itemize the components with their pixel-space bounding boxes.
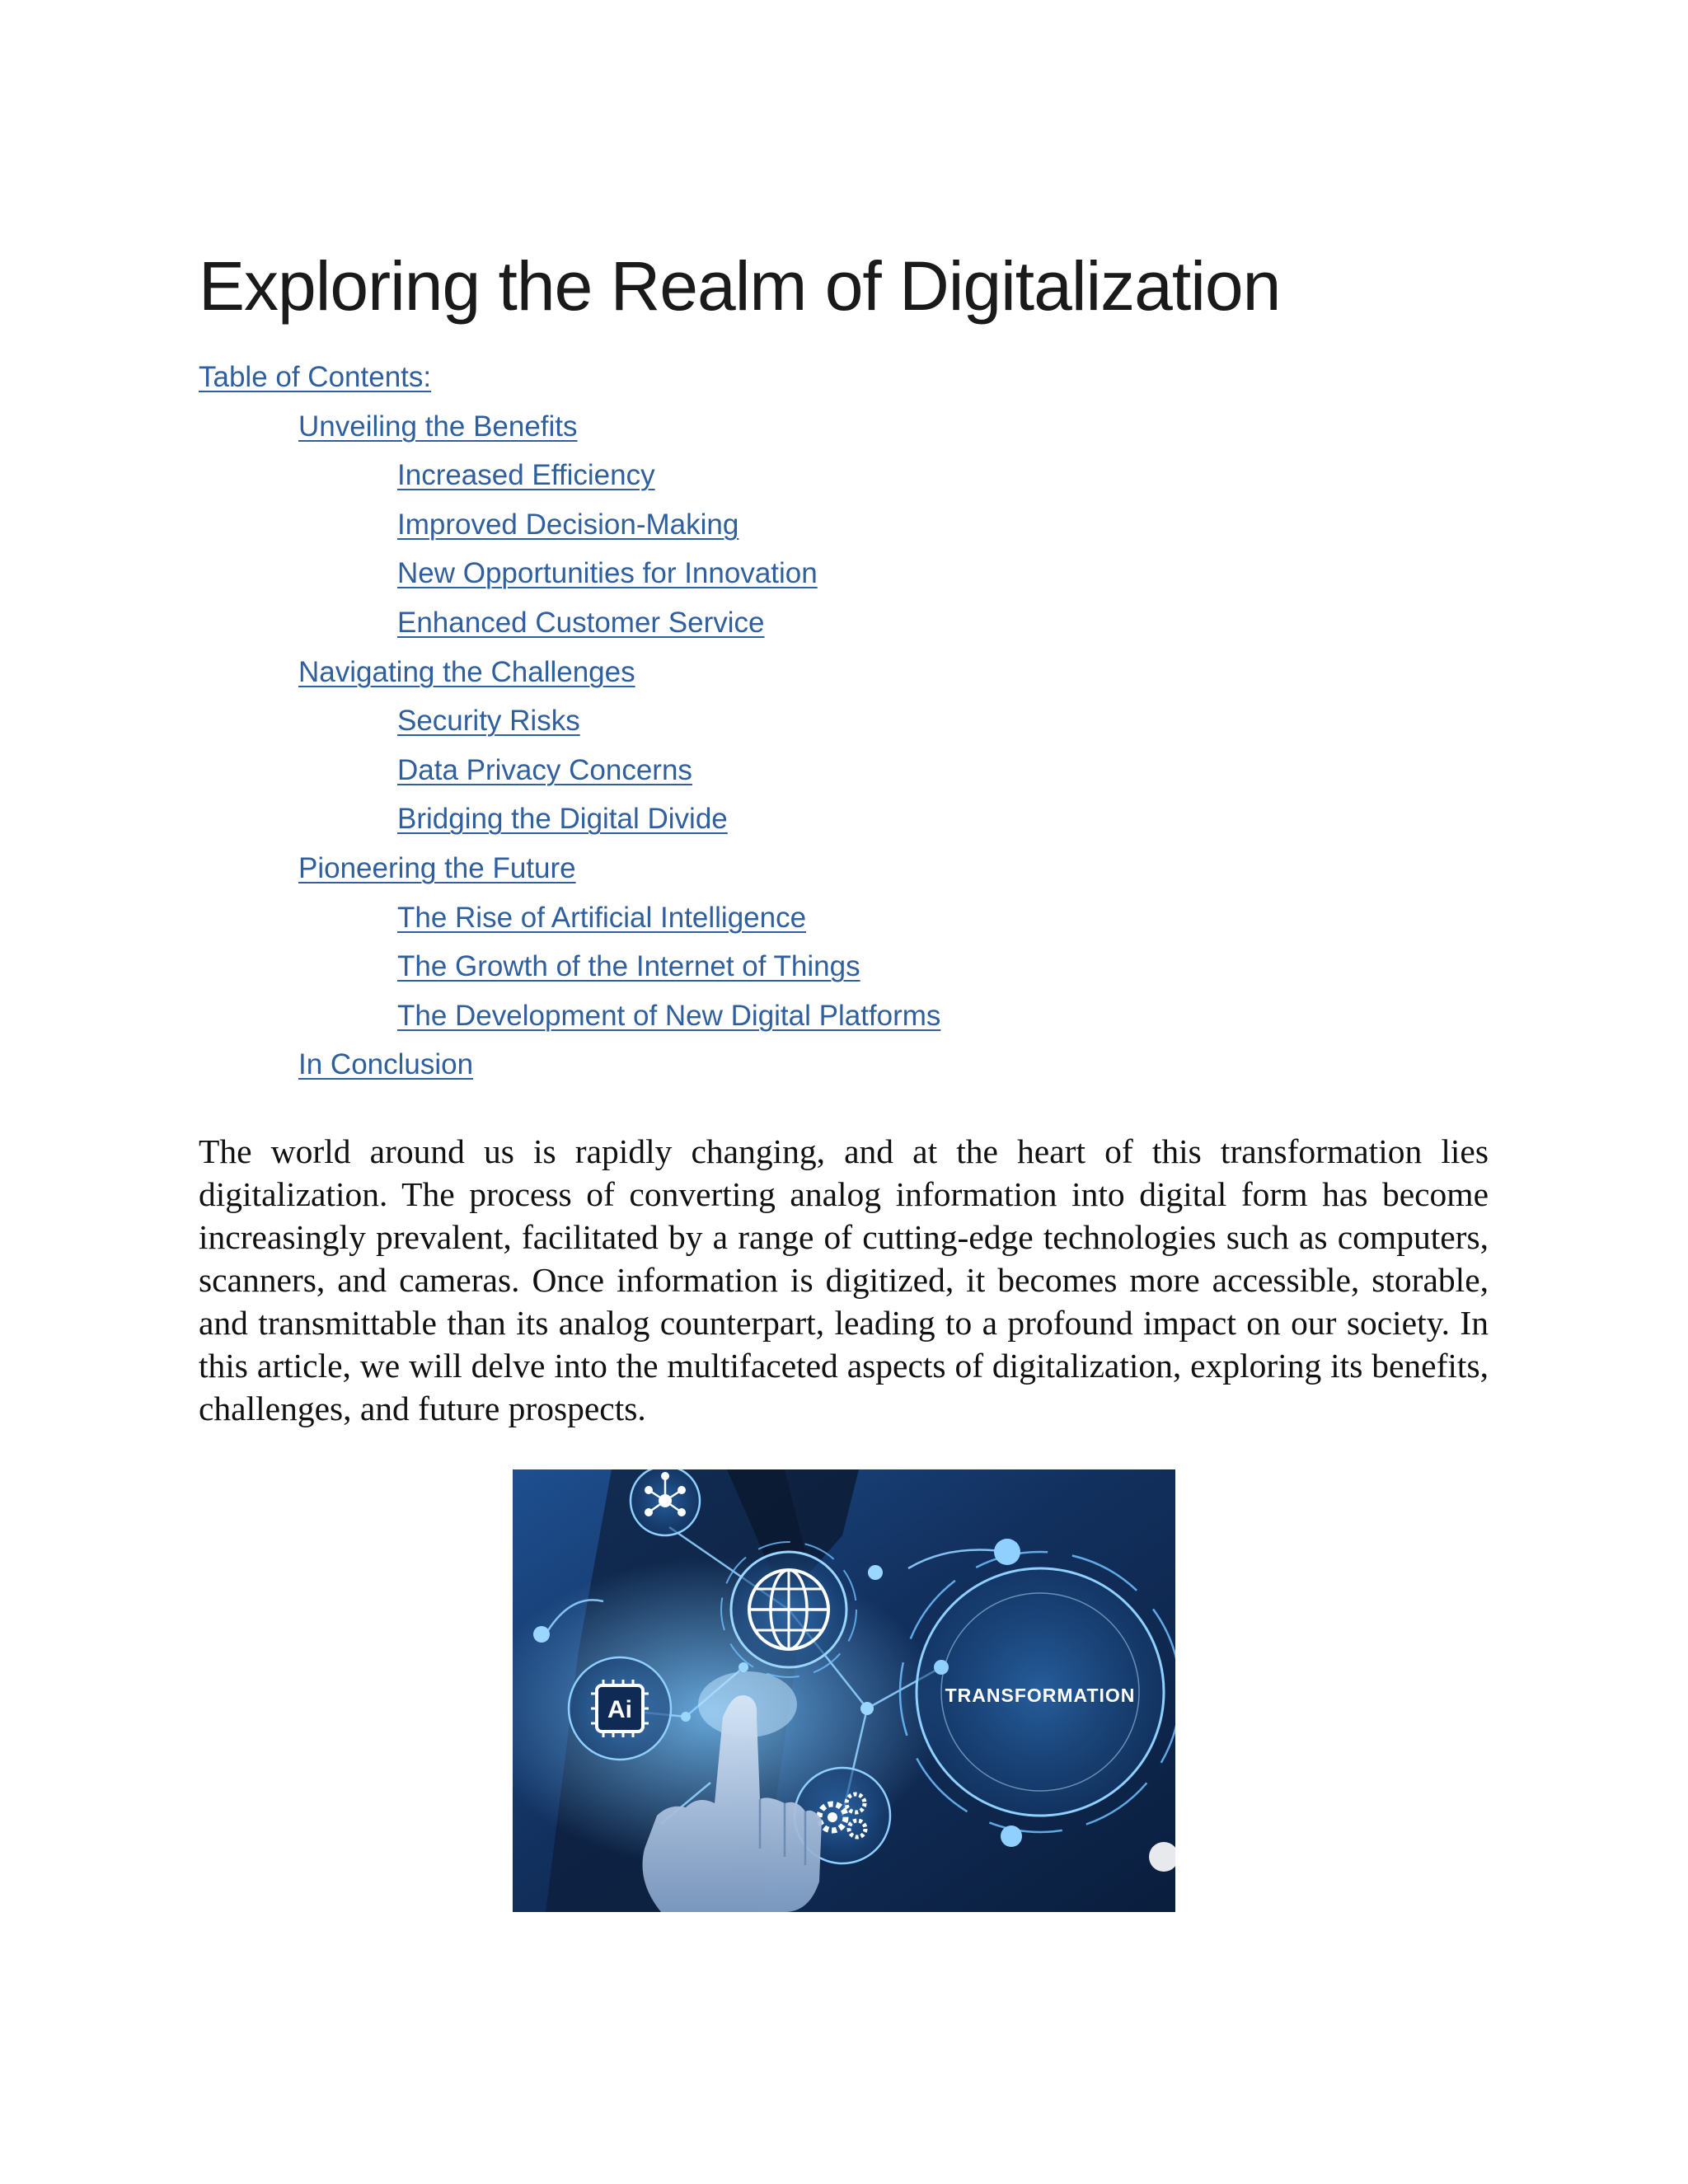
network-node-icon — [631, 1469, 700, 1535]
ai-chip-icon — [569, 1657, 671, 1760]
table-of-contents — [199, 353, 1353, 1090]
toc-link-customer-service[interactable]: Enhanced Customer Service — [397, 606, 765, 639]
toc-link-improved-decision-making[interactable]: Improved Decision-Making — [397, 508, 739, 541]
digital-transformation-image — [513, 1469, 1175, 1912]
toc-link-digital-divide[interactable]: Bridging the Digital Divide — [397, 803, 728, 836]
toc-link-artificial-intelligence[interactable]: The Rise of Artificial Intelligence — [397, 901, 807, 934]
toc-link-security-risks[interactable]: Security Risks — [397, 705, 580, 738]
toc-link-data-privacy[interactable]: Data Privacy Concerns — [397, 753, 692, 786]
toc-link-internet-of-things[interactable]: The Growth of the Internet of Things — [397, 950, 860, 983]
toc-link-navigating-challenges[interactable]: Navigating the Challenges — [298, 655, 635, 688]
toc-link-in-conclusion[interactable]: In Conclusion — [298, 1048, 474, 1081]
toc-link-pioneering-future[interactable]: Pioneering the Future — [298, 851, 576, 884]
toc-heading-link[interactable]: Table of Contents: — [199, 361, 432, 393]
page-title: Exploring the Realm of Digitalization — [199, 247, 1281, 326]
intro-paragraph: The world around us is rapidly changing, and at the heart of this transformation lies digitalization. The process of converting analog information into digital form has become increasingly prevalent, facilitated by a range of cutting-edge technologies such as computers, scanners, and cameras. Once information is digitized, it becomes more accessible, storable, and transmittable than its analog counterpart, leading to a profound impact on our society. In this article, we will delve into the multifaceted aspects of digitalization, exploring its benefits, challenges, and future prospects. — [199, 1132, 1489, 1427]
toc-link-new-opportunities[interactable]: New Opportunities for Innovation — [397, 557, 818, 590]
ai-label: Ai — [607, 1696, 632, 1723]
toc-link-digital-platforms[interactable]: The Development of New Digital Platforms — [397, 999, 941, 1032]
transformation-label: TRANSFORMATION — [945, 1685, 1136, 1706]
toc-link-increased-efficiency[interactable]: Increased Efficiency — [397, 459, 655, 492]
toc-link-unveiling-benefits[interactable]: Unveiling the Benefits — [298, 410, 578, 443]
